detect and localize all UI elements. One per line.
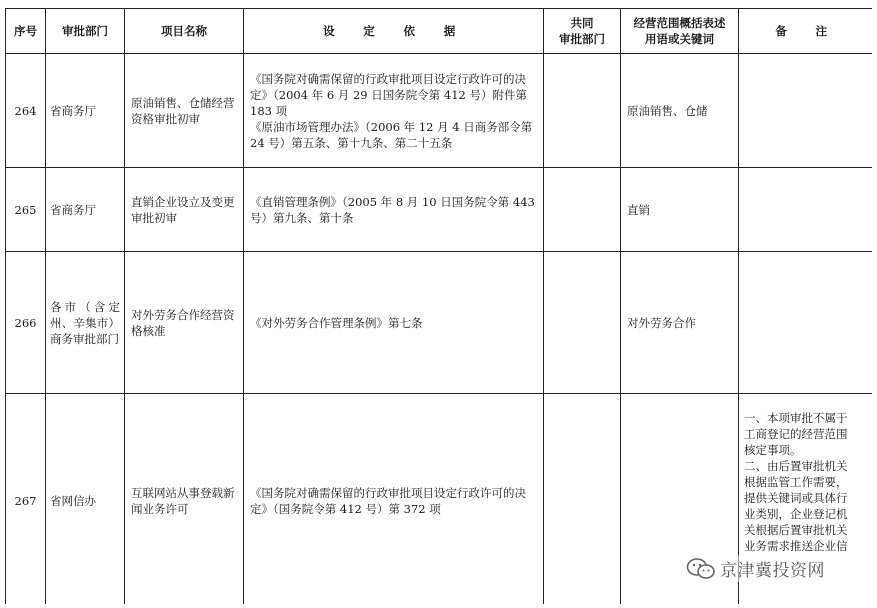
row-dept: 各市（含定州、辛集市）商务审批部门 xyxy=(46,252,125,394)
table-header-row xyxy=(6,9,873,54)
row-name: 原油销售、仓储经营资格审批初审 xyxy=(125,54,244,168)
row-note xyxy=(739,252,873,394)
row-joint-dept xyxy=(544,54,621,168)
note-line: 提供关键词或具体行 xyxy=(744,491,848,505)
note-line: 核定事项。 xyxy=(744,443,802,457)
note-line: 根据监管工作需要， xyxy=(744,475,848,489)
table-row xyxy=(6,54,873,168)
row-no: 267 xyxy=(6,394,46,605)
watermark xyxy=(683,555,828,582)
row-name: 对外劳务合作经营资格核准 xyxy=(125,252,244,394)
note-line: 业类别，企业登记机 xyxy=(744,507,848,521)
row-basis: 《直销管理条例》（2005 年 8 月 10 日国务院令第 443 号）第九条、第十条 xyxy=(244,168,544,252)
row-basis: 《对外劳务合作管理条例》第七条 xyxy=(244,252,544,394)
header-joint-line2: 审批部门 xyxy=(559,32,605,46)
row-scope: 直销 xyxy=(621,168,739,252)
header-scope xyxy=(621,9,739,54)
wechat-icon xyxy=(686,557,716,581)
header-joint-dept xyxy=(544,9,621,54)
row-scope: 对外劳务合作 xyxy=(621,252,739,394)
header-note: 备 注 xyxy=(739,9,873,54)
header-joint-line1: 共同 xyxy=(570,16,594,30)
row-joint-dept xyxy=(544,252,621,394)
row-no: 265 xyxy=(6,168,46,252)
note-line: 关根据后置审批机关 xyxy=(744,523,848,537)
header-scope-line2: 用语或关键词 xyxy=(645,32,714,46)
note-line: 一、本项审批不属于 xyxy=(744,411,848,425)
row-no: 264 xyxy=(6,54,46,168)
note-line: 二、由后置审批机关 xyxy=(744,459,848,473)
header-scope-line1: 经营范围概括表述 xyxy=(633,16,726,30)
document-page xyxy=(5,8,872,604)
approval-items-table xyxy=(5,8,872,604)
header-basis: 设 定 依 据 xyxy=(244,9,544,54)
note-line: 工商登记的经营范围 xyxy=(744,427,848,441)
row-note xyxy=(739,54,873,168)
row-joint-dept xyxy=(544,394,621,605)
row-basis: 《国务院对确需保留的行政审批项目设定行政许可的决定》（国务院令第 412 号）第 372 项 xyxy=(244,394,544,605)
row-no: 266 xyxy=(6,252,46,394)
note-line: 业务需求推送企业信 xyxy=(744,539,848,553)
row-basis: 《国务院对确需保留的行政审批项目设定行政许可的决定》（2004 年 6 月 29 日国务院令第 412 号）附件第 183 项 《原油市场管理办法》（2006 年 12 月 4 日商务部令第 24 号）第五条、第十九条、第二十五条 xyxy=(244,54,544,168)
row-joint-dept xyxy=(544,168,621,252)
header-dept: 审批部门 xyxy=(46,9,125,54)
header-no: 序号 xyxy=(6,9,46,54)
row-name: 直销企业设立及变更审批初审 xyxy=(125,168,244,252)
row-dept: 省商务厅 xyxy=(46,54,125,168)
row-note xyxy=(739,168,873,252)
row-name: 互联网站从事登载新闻业务许可 xyxy=(125,394,244,605)
row-scope: 原油销售、仓储 xyxy=(621,54,739,168)
header-name: 项目名称 xyxy=(125,9,244,54)
table-row xyxy=(6,168,873,252)
table-row xyxy=(6,252,873,394)
watermark-text: 京津冀投资网 xyxy=(720,561,825,581)
row-dept: 省网信办 xyxy=(46,394,125,605)
row-dept: 省商务厅 xyxy=(46,168,125,252)
